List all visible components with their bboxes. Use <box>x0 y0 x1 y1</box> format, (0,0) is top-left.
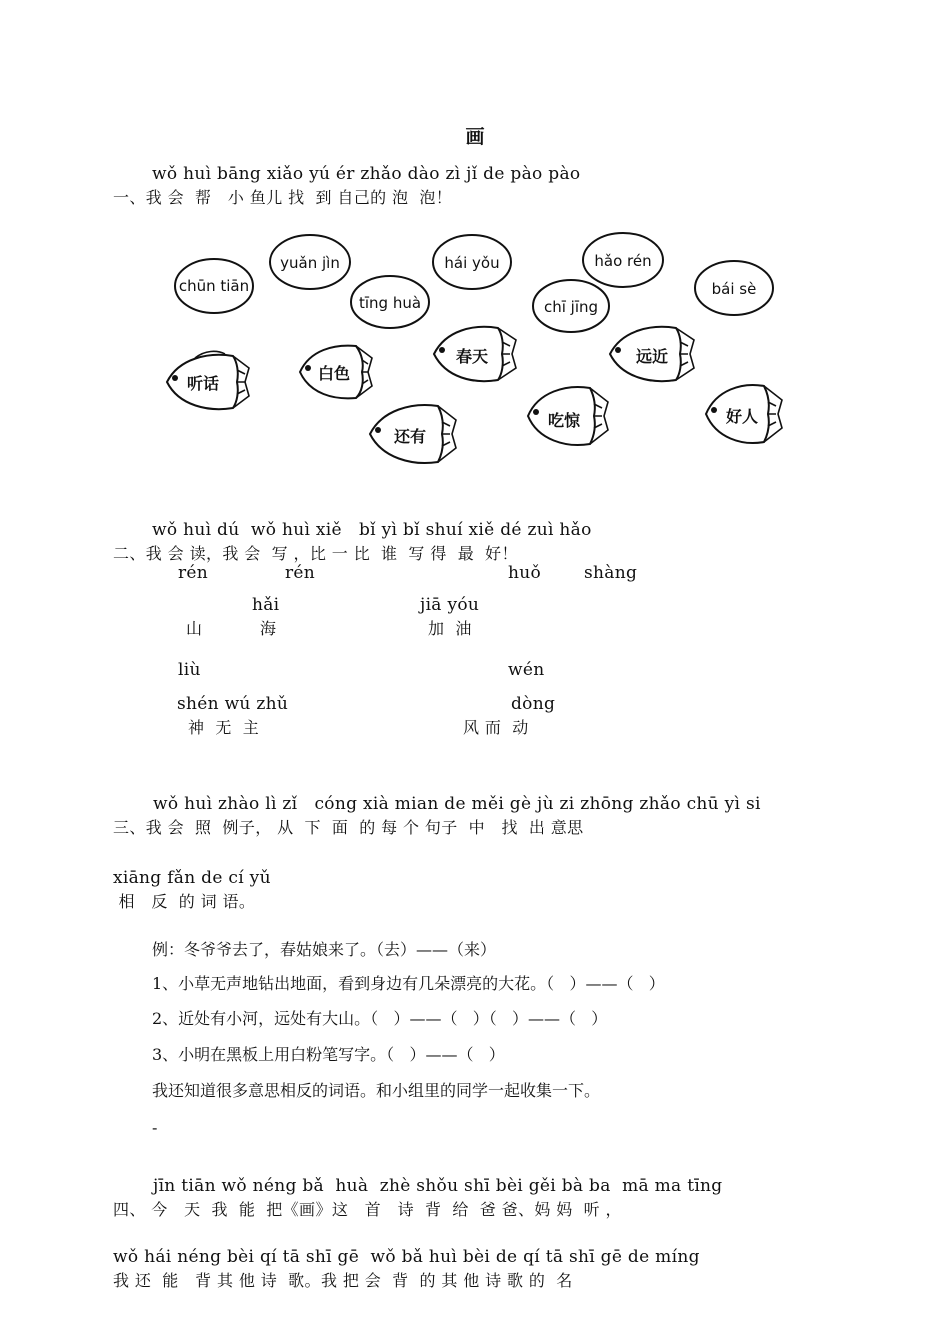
section3-pinyin: wǒ huì zhào lì zǐ cóng xià mian de měi gè jù zi zhōng zhǎo chū yì si <box>153 794 761 814</box>
fish-label: 好人 <box>725 407 759 426</box>
pinyin-ren-1: rén <box>178 563 209 583</box>
pinyin-hai: hǎi <box>252 595 280 615</box>
bubble-label: bái sè <box>711 280 757 298</box>
word-jiayou: 加 油 <box>428 619 472 638</box>
fish-label: 听话 <box>186 374 220 393</box>
bubble-label: chūn tiān <box>178 277 250 295</box>
phrase-shenwuzhu: 神 无 主 <box>188 718 260 737</box>
question-1[interactable]: 1、小草无声地钻出地面，看到身边有几朵漂亮的大花。（ ）——（ ） <box>152 974 665 993</box>
collect-note: 我还知道很多意思相反的词语。和小组里的同学一起收集一下。 <box>152 1081 601 1100</box>
fish-bai-se[interactable] <box>300 346 372 399</box>
bubble-chun-tian[interactable] <box>175 259 253 313</box>
bubble-chi-jing[interactable] <box>533 280 609 332</box>
char-hai: 海 <box>260 619 277 638</box>
fish-hao-ren[interactable] <box>706 385 782 443</box>
bubble-yuan-jin[interactable] <box>270 235 350 289</box>
section1-pinyin: wǒ huì bāng xiǎo yú ér zhǎo dào zì jǐ de pào pào <box>152 164 581 184</box>
fish-label: 远近 <box>635 347 669 366</box>
fish-label: 还有 <box>393 427 427 446</box>
example-line: 例：冬爷爷去了，春姑娘来了。（去）——（来） <box>152 940 497 959</box>
pinyin-liu: liù <box>178 660 201 680</box>
section3-heading: 三、我 会 照 例子， 从 下 面 的 每 个 句子 中 找 出 意思 <box>113 818 584 837</box>
pinyin-jiayou: jiā yóu <box>420 595 480 615</box>
section4-pinyin-2: wǒ hái néng bèi qí tā shī gē wǒ bǎ huì bèi de qí tā shī gē de míng <box>113 1247 700 1267</box>
section4-line-2: 我 还 能 背 其 他 诗 歌。我 把 会 背 的 其 他 诗 歌 的 名 <box>113 1271 573 1290</box>
answer-dash: - <box>152 1118 158 1137</box>
fish-label: 吃惊 <box>547 411 581 430</box>
bubble-label: hái yǒu <box>444 254 500 272</box>
section4-pinyin: jīn tiān wǒ néng bǎ huà zhè shǒu shī bèi gěi bà ba mā ma tīng <box>153 1176 723 1196</box>
fish-chi-jing[interactable] <box>528 387 608 445</box>
section2-heading: 二、我 会 读，我 会 写 ，比 一 比 谁 写 得 最 好！ <box>113 544 518 563</box>
fish-hai-you[interactable] <box>370 405 456 463</box>
section3-pinyin-2: xiāng fǎn de cí yǔ <box>113 868 271 888</box>
bubble-label: hǎo rén <box>594 252 652 270</box>
char-shan: 山 <box>186 619 203 638</box>
bubble-hao-ren[interactable] <box>583 233 663 287</box>
section1-heading: 一、我 会 帮 小 鱼儿 找 到 自己的 泡 泡！ <box>113 188 453 207</box>
pinyin-shang: shàng <box>584 563 638 583</box>
phrase-fengerdong: 风 而 动 <box>463 718 529 737</box>
bubble-label: yuǎn jìn <box>280 254 340 272</box>
section3-heading-2: 相 反 的 词 语。 <box>113 892 256 911</box>
fish-yuan-jin[interactable] <box>610 327 694 381</box>
pinyin-wen: wén <box>508 660 545 680</box>
bubble-label: chī jīng <box>543 298 599 316</box>
fish-label: 春天 <box>455 347 489 366</box>
page-title: 画 <box>465 126 485 148</box>
question-3[interactable]: 3、小明在黑板上用白粉笔写字。（ ）——（ ） <box>152 1045 505 1064</box>
pinyin-huo: huǒ <box>508 563 542 583</box>
pinyin-ren-2: rén <box>285 563 316 583</box>
bubble-ting-hua[interactable] <box>351 276 429 328</box>
question-2[interactable]: 2、近处有小河，远处有大山。（ ）——（ ）（ ）——（ ） <box>152 1009 608 1028</box>
fish-chun-tian[interactable] <box>434 327 516 381</box>
bubble-hai-you[interactable] <box>433 235 511 289</box>
pinyin-shenwuzhu: shén wú zhǔ <box>177 694 289 714</box>
fish-label: 白色 <box>317 364 351 383</box>
section4-heading: 四、 今 天 我 能 把《画》这 首 诗 背 给 爸 爸、妈 妈 听 ， <box>113 1200 622 1219</box>
section2-pinyin: wǒ huì dú wǒ huì xiě bǐ yì bǐ shuí xiě dé zuì hǎo <box>152 520 592 540</box>
pinyin-dong: dòng <box>511 694 556 714</box>
fish-ting-hua[interactable] <box>167 351 249 409</box>
bubble-bai-se[interactable] <box>695 261 773 315</box>
bubble-label: tīng huà <box>358 294 422 312</box>
